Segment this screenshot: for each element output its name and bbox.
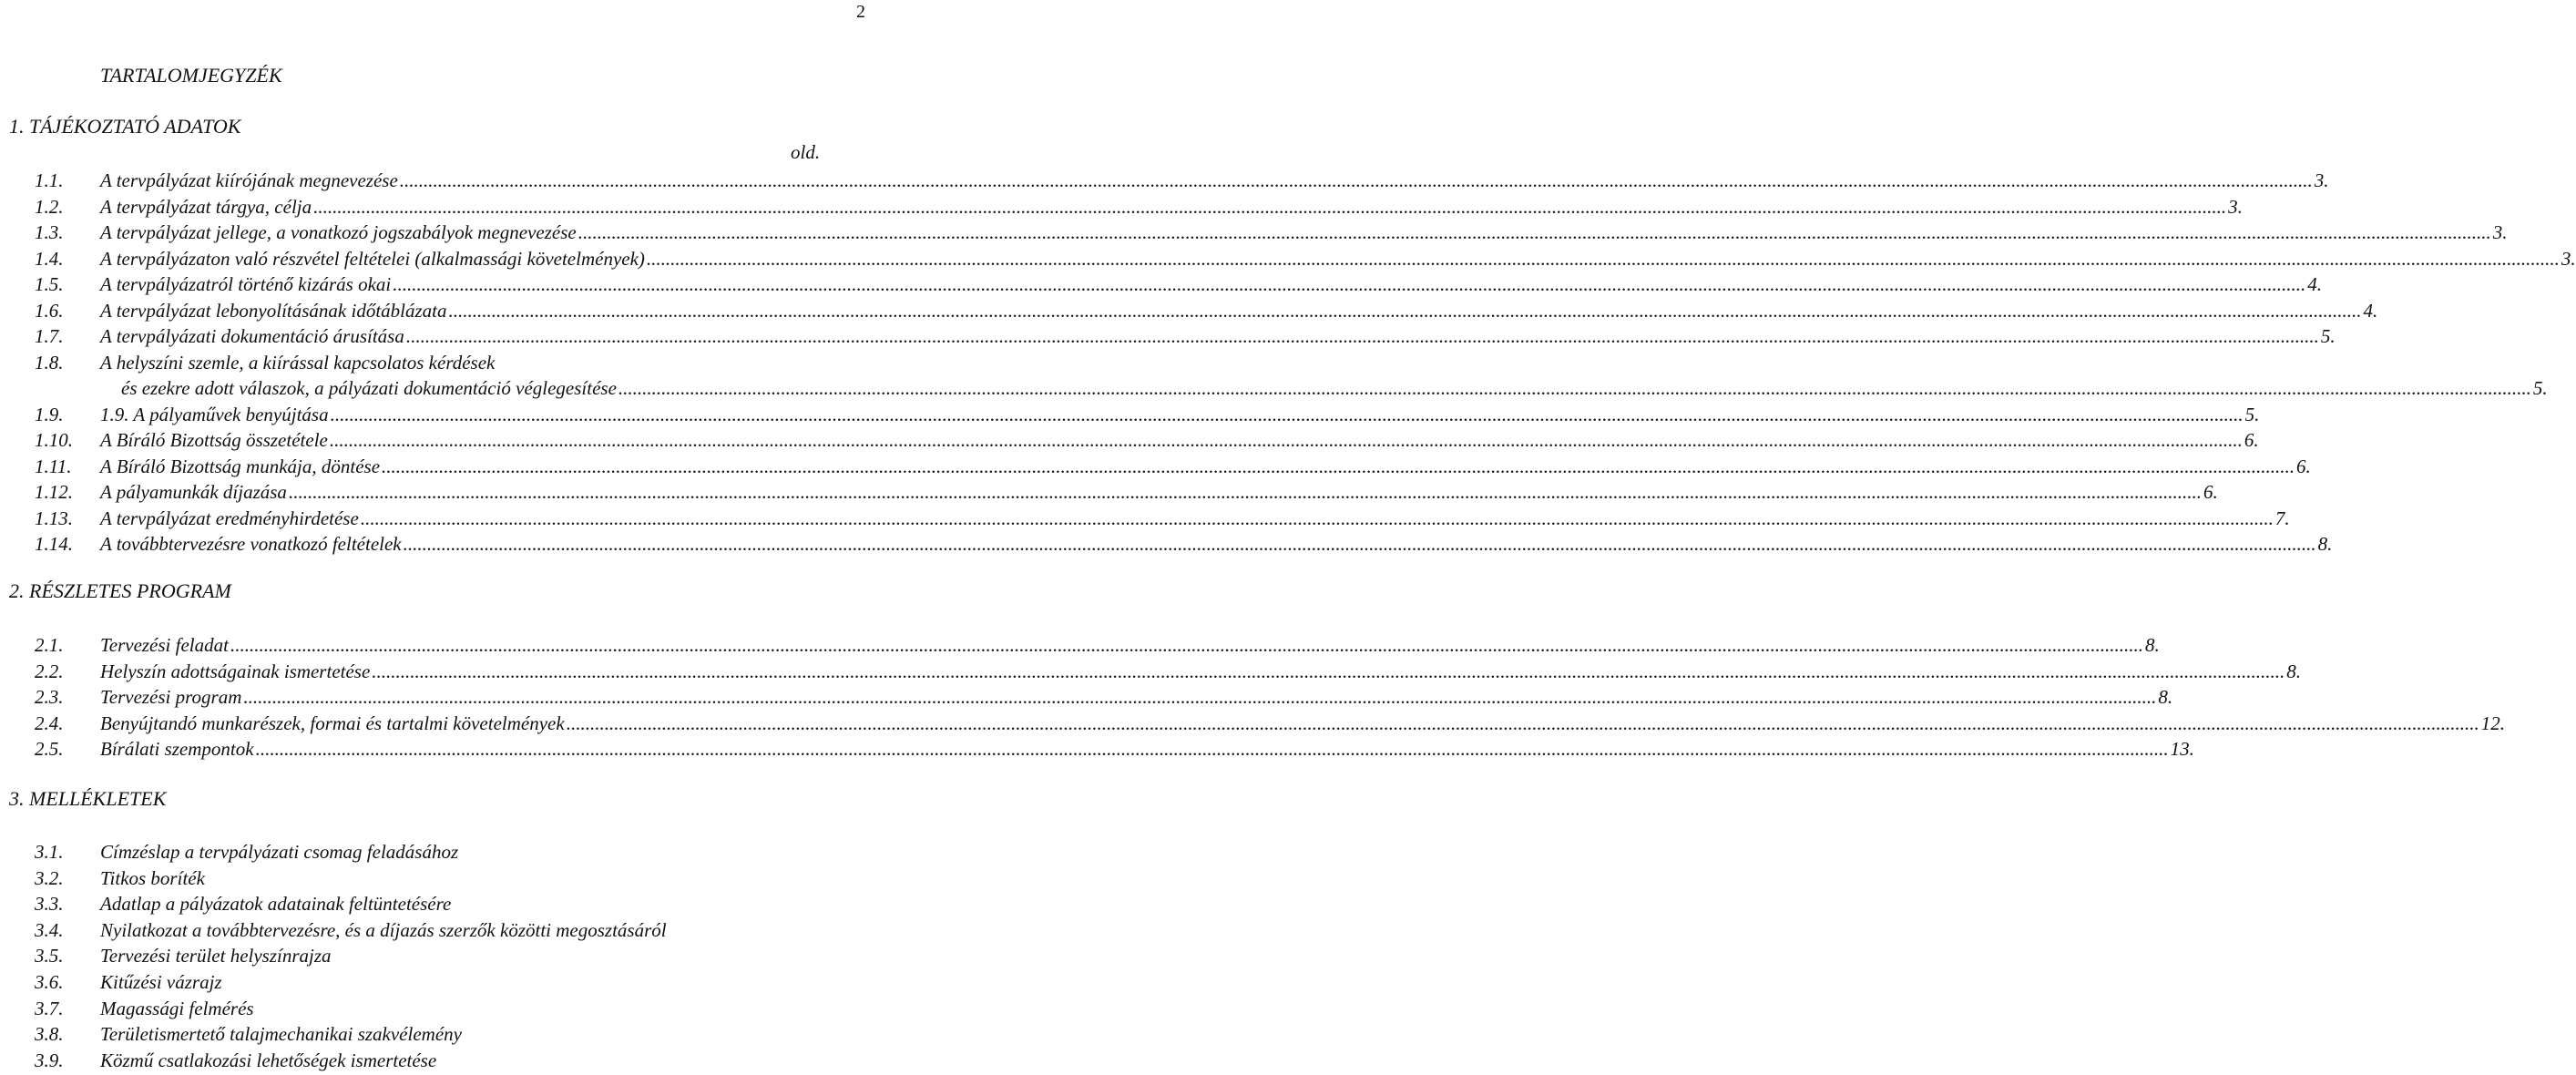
toc-entry-page: 5. (2244, 403, 2260, 425)
appendix-entry-number: 3.4. (35, 918, 64, 941)
toc-title: TARTALOMJEGYZÉK (100, 64, 282, 87)
dot-leader: ................................................................................................................................................................................................................................................................................................................................................................................................................ (329, 429, 2243, 451)
toc-entry-label: A tervpályázat jellege, a vonatkozó jogszabályok megnevezése (100, 221, 577, 243)
toc-entry (0, 455, 2311, 481)
toc-entry (0, 533, 2333, 558)
dot-leader: ................................................................................................................................................................................................................................................................................................................................................................................................................ (405, 325, 2319, 347)
appendix-entry-label: Adatlap a pályázatok adatainak feltüntetésére (100, 893, 452, 916)
toc-entry-label: A Bíráló Bizottság összetétele (100, 429, 328, 451)
dot-leader: ................................................................................................................................................................................................................................................................................................................................................................................................................ (448, 299, 2362, 322)
appendix-entry (0, 1023, 874, 1049)
appendix-entry-label: Területismertető talajmechanikai szakvélemény (100, 1023, 462, 1046)
dot-leader: ................................................................................................................................................................................................................................................................................................................................................................................................................ (566, 712, 2479, 734)
toc-entry-label: A Bíráló Bizottság munkája, döntése (100, 455, 381, 477)
appendix-entry-label: Tervezési terület helyszínrajza (100, 945, 332, 968)
toc-entry-number: 2.4. (35, 712, 64, 734)
appendix-entry-label: Címzéslap a tervpályázati csomag feladásához (100, 841, 459, 863)
toc-entry-number: 2.2. (35, 660, 64, 682)
dot-leader: ................................................................................................................................................................................................................................................................................................................................................................................................................ (382, 455, 2295, 477)
toc-entry-page: 4. (2363, 299, 2378, 322)
appendix-entry-number: 3.2. (35, 866, 64, 889)
toc-entry-label: A tervpályázat kiírójának megnevezése (100, 169, 398, 191)
toc-entry-page: 8. (2144, 634, 2160, 656)
toc-entry-label: A továbbtervezésre vonatkozó feltételek (100, 533, 402, 555)
toc-entry-page: 8. (2286, 660, 2302, 682)
toc-entry (0, 507, 2290, 533)
toc-entry-number: 1.1. (35, 169, 64, 191)
toc-entry-number: 1.2. (35, 195, 64, 218)
toc-entry (0, 352, 874, 377)
appendix-entry-label: Nyilatkozat a továbbtervezésre, és a díjazás szerzők közötti megosztásáról (100, 918, 667, 941)
toc-entry-label: Tervezési feladat (100, 634, 229, 656)
toc-entry-number: 1.11. (35, 455, 72, 477)
toc-entry-label: A tervpályázaton való részvétel feltételei (alkalmassági követelmények) (100, 247, 645, 270)
dot-leader: ................................................................................................................................................................................................................................................................................................................................................................................................................ (243, 686, 2157, 708)
dot-leader: ................................................................................................................................................................................................................................................................................................................................................................................................................ (646, 247, 2560, 270)
appendix-entry (0, 867, 874, 893)
dot-leader: ................................................................................................................................................................................................................................................................................................................................................................................................................ (330, 403, 2244, 425)
toc-entry-number: 1.9. (35, 403, 64, 425)
toc-entry-number: 1.5. (35, 273, 64, 295)
toc-entry (0, 169, 2329, 195)
toc-entry-label: és ezekre adott válaszok, a pályázati dokumentáció véglegesítése (121, 377, 617, 399)
appendix-entry-label: Titkos boríték (100, 866, 205, 889)
toc-entry-label: A pályamunkák díjazása (100, 481, 287, 503)
toc-entry-number: 1.13. (35, 507, 73, 529)
appendix-entry-label: Kitűzési vázrajz (100, 971, 222, 993)
toc-entry-number: 1.6. (35, 299, 64, 322)
appendix-entry (0, 919, 874, 945)
dot-leader: ................................................................................................................................................................................................................................................................................................................................................................................................................ (618, 377, 2531, 399)
toc-entry (0, 247, 2576, 273)
section-1-heading: 1. TÁJÉKOZTATÓ ADATOK (9, 115, 241, 138)
toc-entry-label: Benyújtandó munkarészek, formai és tartalmi követelmények (100, 712, 565, 734)
toc-entry (0, 325, 2336, 351)
toc-entry-page: 7. (2274, 507, 2290, 529)
toc-entry (0, 634, 2160, 660)
section-3-heading: 3. MELLÉKLETEK (9, 787, 167, 810)
toc-entry-label: A tervpályázatról történő kizárás okai (100, 273, 392, 295)
dot-leader: ................................................................................................................................................................................................................................................................................................................................................................................................................ (360, 507, 2274, 529)
dot-leader: ................................................................................................................................................................................................................................................................................................................................................................................................................ (255, 738, 2169, 760)
dot-leader: ................................................................................................................................................................................................................................................................................................................................................................................................................ (403, 533, 2316, 555)
toc-entry-page: 8. (2317, 533, 2333, 555)
appendix-entry (0, 893, 874, 918)
appendix-entry (0, 841, 874, 866)
toc-entry-label: 1.9. A pályaművek benyújtása (100, 403, 329, 425)
toc-entry-label: A tervpályázat lebonyolításának időtáblázata (100, 299, 447, 322)
toc-entry-label: A helyszíni szemle, a kiírással kapcsolatos kérdések (100, 351, 496, 374)
toc-entry-number: 2.3. (35, 686, 64, 708)
appendix-entry (0, 1049, 874, 1075)
appendix-entry-number: 3.8. (35, 1023, 64, 1046)
toc-entry (0, 738, 2194, 763)
toc-entry (0, 299, 2378, 325)
appendix-entry-number: 3.6. (35, 971, 64, 993)
toc-entry-number: 2.1. (35, 634, 64, 656)
page-column-label: old. (791, 141, 821, 163)
dot-leader: ................................................................................................................................................................................................................................................................................................................................................................................................................ (372, 660, 2285, 682)
toc-entry (0, 429, 2259, 455)
toc-entry-page: 5. (2532, 377, 2548, 399)
toc-entry-page: 3. (2492, 221, 2508, 243)
toc-entry-page: 6. (2244, 429, 2259, 451)
appendix-entry-label: Magassági felmérés (100, 997, 254, 1019)
toc-entry-label: Tervezési program (100, 686, 242, 708)
toc-entry-page: 3. (2561, 247, 2576, 270)
appendix-entry-number: 3.1. (35, 841, 64, 863)
appendix-entry-number: 3.3. (35, 893, 64, 916)
appendix-entry (0, 998, 874, 1023)
dot-leader: ................................................................................................................................................................................................................................................................................................................................................................................................................ (578, 221, 2491, 243)
toc-entry (0, 221, 2508, 247)
appendix-entry (0, 971, 874, 997)
dot-leader: ................................................................................................................................................................................................................................................................................................................................................................................................................ (230, 634, 2143, 656)
appendix-entry-number: 3.7. (35, 997, 64, 1019)
toc-entry-page: 3. (2314, 169, 2329, 191)
toc-entry-page: 13. (2170, 738, 2194, 760)
page-number: 2 (856, 2, 865, 22)
toc-entry-number: 2.5. (35, 738, 64, 760)
toc-entry-label: A tervpályázat tárgya, célja (100, 195, 312, 218)
toc-entry-page: 6. (2296, 455, 2311, 477)
appendix-entry (0, 945, 874, 970)
toc-entry-number: 1.8. (35, 351, 64, 374)
toc-entry (0, 403, 2260, 429)
toc-entry-label: A tervpályázat eredményhirdetése (100, 507, 359, 529)
toc-entry-number: 1.4. (35, 247, 64, 270)
toc-entry-number: 1.3. (35, 221, 64, 243)
toc-entry (0, 686, 2173, 712)
toc-entry (0, 273, 2323, 299)
toc-entry (0, 377, 2548, 403)
toc-entry (0, 195, 2243, 221)
toc-entry (0, 660, 2302, 686)
toc-entry-label: A tervpályázati dokumentáció árusítása (100, 325, 404, 347)
toc-entry-page: 12. (2480, 712, 2505, 734)
dot-leader: ................................................................................................................................................................................................................................................................................................................................................................................................................ (393, 273, 2306, 295)
toc-entry-page: 3. (2228, 195, 2243, 218)
toc-entry-label: Bírálati szempontok (100, 738, 254, 760)
toc-entry-number: 1.10. (35, 429, 73, 451)
appendix-entry-label: Közmű csatlakozási lehetőségek ismertetése (100, 1049, 437, 1071)
dot-leader: ................................................................................................................................................................................................................................................................................................................................................................................................................ (399, 169, 2313, 191)
appendix-entry-number: 3.5. (35, 945, 64, 968)
toc-entry-label: Helyszín adottságainak ismertetése (100, 660, 371, 682)
dot-leader: ................................................................................................................................................................................................................................................................................................................................................................................................................ (313, 195, 2227, 218)
section-2-heading: 2. RÉSZLETES PROGRAM (9, 579, 231, 602)
toc-entry-page: 8. (2158, 686, 2173, 708)
toc-entry-number: 1.14. (35, 533, 73, 555)
toc-entry-number: 1.7. (35, 325, 64, 347)
toc-entry-page: 6. (2203, 481, 2218, 503)
toc-entry-page: 5. (2320, 325, 2336, 347)
appendix-entry-number: 3.9. (35, 1049, 64, 1071)
toc-entry-number: 1.12. (35, 481, 73, 503)
toc-entry (0, 712, 2505, 738)
toc-entry-page: 4. (2307, 273, 2323, 295)
toc-entry (0, 481, 2218, 507)
dot-leader: ................................................................................................................................................................................................................................................................................................................................................................................................................ (288, 481, 2202, 503)
